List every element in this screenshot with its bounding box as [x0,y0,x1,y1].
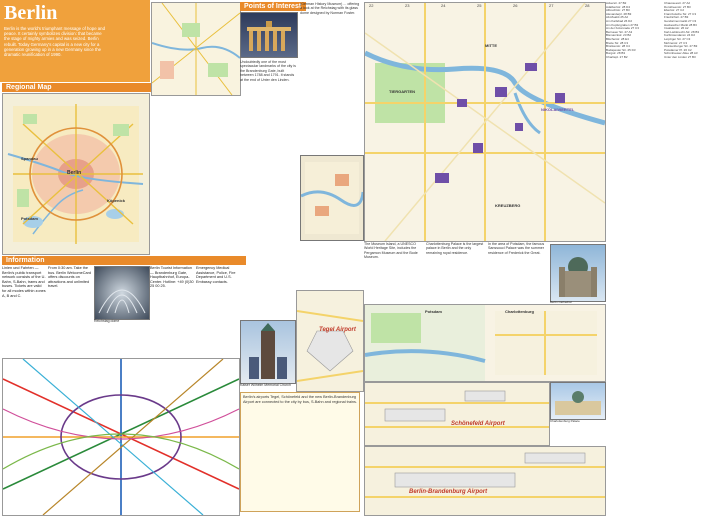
potsdam-label: Potsdam [425,309,442,314]
street-index-entry: Gendarmenmarkt 27 C3 [664,18,697,23]
grid-num: 24 [441,3,446,8]
regional-label-berlin: Berlin [67,170,82,176]
grid-numbers [365,3,605,9]
city-label-nikolaiviertel: NIKOLAIVIERTEL [541,107,575,112]
street-index-entry: Bismarckstr. 23 B2 [606,33,632,38]
poi-header: Points of Interest [240,2,306,11]
street-index-entry: Potsdamer Pl. 26 C2 [664,47,692,52]
poi-text-col1: Undoubtedly one of the most spectacular landmarks of the city is the Brandenburg Gate, built between 1788 and 1791. It stands at the end of Unter den Linden. [240,60,296,82]
grid-num: 25 [477,3,482,8]
street-index-entry: Charitépl. 27 B2 [606,54,628,59]
dom-map-inset [300,155,364,241]
street-index-entry: Alexanderpl. 28 B3 [606,11,632,16]
street-index-entry: Friedrichstr. 27 B3 [664,15,689,20]
potsdam-map-svg [365,305,605,381]
city-center-map[interactable] [364,2,606,242]
street-index-entry: Ackerstr. 27 B2 [606,2,627,5]
memorial-church-photo [240,320,296,384]
street-index-col2 [664,2,718,514]
ber-airport-label: Berlin-Brandenburg Airport [409,489,488,495]
street-index-entry: Breite Str. 28 C3 [606,40,629,45]
airport-info-caption: Berlin’s airports Tegel, Schönefeld and the new Berlin-Brandenburg Airport are connected to the city by bus, S-Bahn and regional trains. [240,392,360,512]
poi-text-col5: Charlottenburg Palace is the largest palace in Berlin and the only remaining royal residence. [426,242,484,255]
street-index [606,2,718,514]
grid-num: 23 [405,3,410,8]
information-header: Information [2,256,246,265]
street-index-entry: Adalbertstr. 28 D4 [606,4,631,9]
church-icon [241,321,295,383]
street-index-entry: Dorotheenstr. 27 B3 [664,4,691,9]
regional-label-spandau: Spandau [21,156,38,161]
ber-airport-map[interactable] [364,446,606,516]
caption-reichstag: Reichstag dome [94,319,120,323]
street-index-entry: Leipziger Str. 27 C3 [664,36,691,41]
street-index-entry: Hackescher Markt 28 B3 [664,22,697,27]
info-text-col4: Emergency Medical Assistance, Police, Fire Department and U.S. Embassy contacts. [196,266,236,284]
street-index-entry: Alt-Moabit 25 A2 [606,15,629,20]
info-text-col3: Berlin Tourist Information — Brandenburg Gate, Hauptbahnhof, Europa-Center. Hotline: +49 (0)30 25 00 25. [150,266,194,289]
overview-map-svg [152,3,240,95]
street-index-entry: Brückenstr. 28 C4 [606,44,630,49]
dom-inset-svg [301,156,363,240]
tegel-map-svg [297,291,363,391]
poi-text-col6: In the area of Potsdam, the famous Sanssouci Palace was the summer residence of Frederick the Great. [488,242,545,255]
info-text-col1: Linien und Fahrten — Berlin's public transport network consists of the U-Bahn, S-Bahn, trams and buses. Tickets are valid for all modes within zones A, B and C. [2,266,46,298]
street-index-entry: Chausseestr. 27 A2 [664,2,691,5]
city-label-tiergarten: TIERGARTEN [389,89,415,94]
street-index-entry: Oranienburger Str. 27 B3 [664,44,698,49]
tegel-airport-label: Tegel Airport [319,327,356,333]
street-index-entry: Mohrenstr. 27 C3 [664,40,688,45]
street-index-entry: Karl-Liebknecht-Str. 28 B3 [664,29,700,34]
palace-icon [551,383,605,419]
grid-num: 27 [549,3,554,8]
reichstag-dome-photo [94,266,150,320]
regional-label-koepenick: Köpenick [107,198,126,203]
poi-text-col2: (German History Museum) ... offering a look at the Reichstag with its glass dome designed by Norman Foster. [300,2,360,15]
schoenefeld-airport-label: Schönefeld Airport [451,421,505,427]
street-index-entry: Schönhauser Allee 28 A3 [664,51,698,56]
regional-label-potsdam: Potsdam [21,216,38,221]
dome-icon [95,267,149,319]
overview-map[interactable] [151,2,241,96]
potsdam-map[interactable] [364,304,606,382]
transit-network-map[interactable] [2,358,240,516]
street-index-entry: Invalidenstr. 26 A2 [664,26,689,31]
street-index-entry: Am Karlsbad 26 D2 [606,18,633,23]
street-index-entry: Ebertstr. 27 C2 [664,8,685,13]
street-index-entry: Kurfürstendamm 24 D2 [664,33,696,38]
city-label-mitte: MITTE [485,43,497,48]
regional-map-header: Regional Map [2,83,154,92]
grid-num: 28 [585,3,590,8]
caption-charlottenburg-palace: Charlottenburg Palace [550,419,580,423]
schoenefeld-airport-map[interactable] [364,382,550,446]
city-label-kreuzberg: KREUZBERG [495,203,521,208]
regional-map[interactable] [2,93,150,255]
street-index-entry: An der Kolonnade 27 C3 [606,26,639,31]
street-index-entry: Budapester Str. 25 D3 [606,47,636,52]
street-index-entry: Am Kupfergraben 27 B3 [606,22,639,27]
street-index-entry: Blücherstr. 28 E4 [606,36,629,41]
street-index-entry: Unter den Linden 27 B3 [664,54,696,59]
caption-dom: Berlin Cathedral [550,300,572,304]
street-index-entry: Albrechtstr. 27 B3 [606,8,630,13]
brandenburg-gate-icon [241,13,297,57]
caption-memorial-church: Kaiser Wilhelm Memorial Church [240,383,291,387]
poi-text-col4: The Museum Island, a UNESCO World Heritage Site, includes the Pergamon Museum and the Bode Museum. [364,242,418,260]
schoenefeld-map-svg [365,383,549,445]
grid-num: 22 [369,3,374,8]
berlin-cathedral-photo [550,244,606,302]
page-title: Berlin [4,2,58,24]
charlottenburg-palace-photo [550,382,606,420]
street-index-entry: Bernauer Str. 27 A3 [606,29,633,34]
street-index-entry: Französische Str. 27 C3 [664,11,697,16]
tegel-airport-map[interactable] [296,290,364,392]
cathedral-icon [551,245,605,301]
title-panel [0,0,150,82]
grid-num: 26 [513,3,518,8]
charlottenburg-label: Charlottenburg [505,309,534,314]
transit-map-svg [3,359,239,515]
intro-text: Berlin is the world’s triumphant message of hope and peace. It certainly symbolizes division: that became the stage of mighty armies and was seized. Berlin rebuilt. Today Germany’s capital is a new city for a generation growing up in a new Germany since the dramatic reunification of 1990. [4,26,105,58]
brandenburg-gate-photo [240,12,298,58]
city-center-map-svg [365,3,605,241]
ber-map-svg [365,447,605,515]
street-index-entry: Burgstr. 28 B3 [606,51,626,56]
street-index-col1 [606,2,660,514]
info-text-col2: From 0:30 am. Take the bus. Berlin WelcomeCard offers discounts on attractions and unlimited travel. [48,266,91,289]
